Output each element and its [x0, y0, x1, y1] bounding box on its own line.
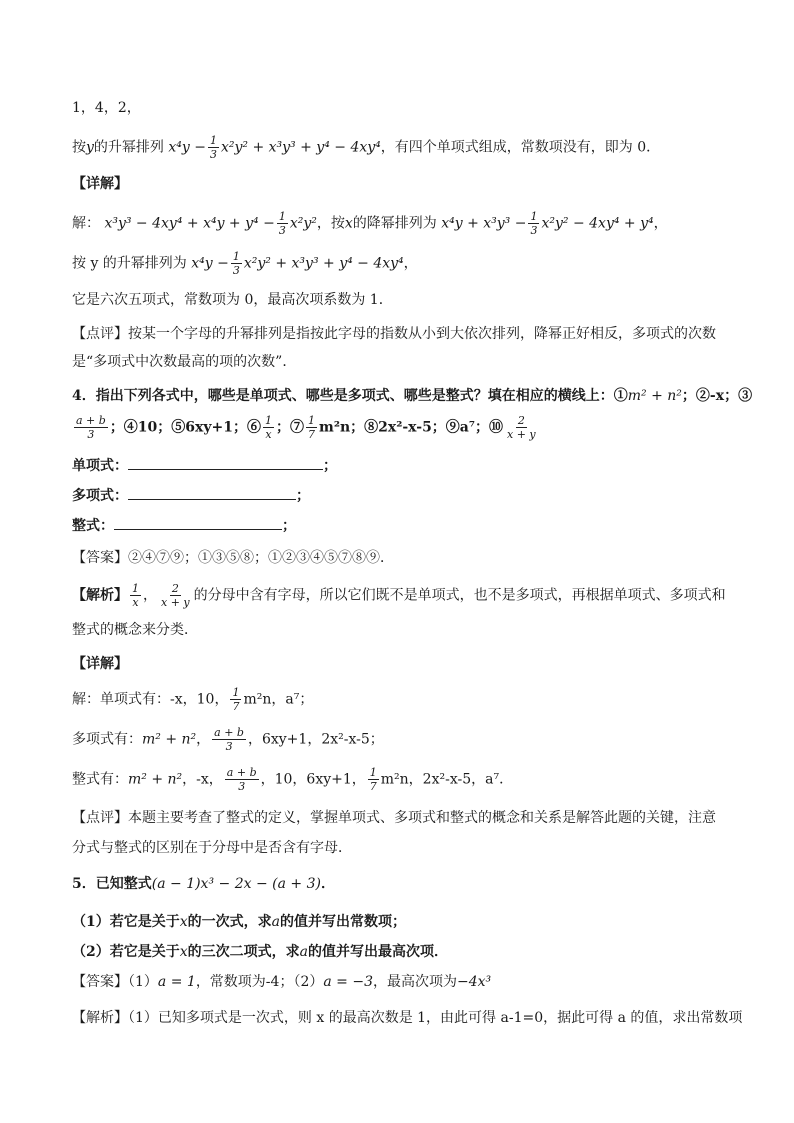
text-line: 【点评】本题主要考查了整式的定义，掌握单项式、多项式和整式的概念和关系是解答此题的关键，注意	[72, 810, 716, 826]
fraction: $\frac{2}{x + y}$	[507, 414, 536, 441]
question-5-part-1: （1）若它是关于x的一次式，求a的值并写出常数项；	[72, 914, 407, 930]
fraction: $\frac{1}{7}$	[308, 414, 315, 441]
section-heading: 【详解】	[72, 176, 128, 192]
answer-blank[interactable]	[128, 455, 323, 470]
text-line: 整式的概念来分类．	[72, 622, 198, 638]
answer-line: 【答案】（1）a = 1，常数项为-4；（2）a = −3，最高次项为−4x³	[72, 974, 492, 990]
answer-blank[interactable]	[128, 485, 296, 500]
fraction: $\frac{a + b}{3}$	[76, 414, 106, 441]
question-4: 4．指出下列各式中，哪些是单项式、哪些是多项式、哪些是整式？填在相应的横线上：①m² + n²；②-x；③	[72, 388, 753, 404]
answer-line: 【答案】②④⑦⑨；①③⑤⑧；①②③④⑤⑦⑧⑨．	[72, 550, 394, 566]
fraction: $\frac{1}{x}$	[132, 582, 139, 609]
text-line: 按 y 的升幂排列为 x⁴y − $\frac{1}{3}$ x²y² + x³y³ + y⁴ − 4xy⁴，	[72, 250, 418, 277]
question-5: 5．已知整式(a − 1)x³ − 2x − (a + 3)．	[72, 876, 335, 892]
text-line: 1，4，2，	[72, 100, 141, 116]
blank-multi: 多项式： ；	[72, 484, 732, 508]
fraction: $\frac{a + b}{3}$	[214, 726, 244, 753]
text-line: 【解析】（1）已知多项式是一次式，则 x 的最高次数是 1，由此可得 a-1=0，据此可得 a 的值，求出常数项	[72, 1010, 743, 1026]
text-line: 【点评】按某一个字母的升幂排列是指按此字母的指数从小到大依次排列，降幂正好相反，多项式的次数	[72, 326, 716, 342]
fraction: $\frac{1}{3}$	[232, 250, 240, 277]
fraction: $\frac{1}{3}$	[278, 210, 286, 237]
question-4-cont: $\frac{a + b}{3}$ ；④10；⑤6xy+1；⑥ $\frac{1}{x}$ ；⑦ $\frac{1}{7}$ m²n；⑧2x²-x-5；⑨a⁷；⑩ $\frac{2}{x + y}$	[76, 414, 536, 441]
text-line: 多项式有：m² + n²， $\frac{a + b}{3}$ ，6xy+1，2x²-x-5；	[72, 726, 384, 753]
analysis-line: 【解析】 $\frac{1}{x}$ ， $\frac{2}{x + y}$ 的分母中含有字母，所以它们既不是单项式，也不是多项式，再根据单项式、多项式和	[72, 582, 726, 609]
fraction: $\frac{a + b}{3}$	[226, 766, 257, 793]
text-line: 它是六次五项式，常数项为 0，最高次项系数为 1．	[72, 292, 393, 308]
text-line: 解：单项式有：-x，10， $\frac{1}{7}$ m²n，a⁷；	[72, 686, 314, 713]
text-line: 整式有：m² + n²，-x， $\frac{a + b}{3}$ ，10，6xy+1， $\frac{1}{7}$ m²n，2x²-x-5，a⁷．	[72, 766, 514, 793]
text-line: 是“多项式中次数最高的项的次数”．	[72, 354, 297, 370]
fraction: $\frac{1}{3}$	[209, 134, 217, 161]
math-expression: x⁴y −	[168, 139, 206, 156]
text-line: 解： x³y³ − 4xy⁴ + x⁴y + y⁴ − $\frac{1}{3}$ x²y²，按x的降幂排列为 x⁴y + x³y³ − $\frac{1}{3}$ x²y² − 4xy⁴ + y⁴，	[72, 210, 668, 237]
fraction: $\frac{2}{x + y}$	[161, 582, 190, 609]
section-heading: 【详解】	[72, 656, 128, 672]
text-line: 分式与整式的区别在于分母中是否含有字母．	[72, 840, 352, 856]
fraction: $\frac{1}{7}$	[232, 686, 240, 713]
fraction: $\frac{1}{3}$	[530, 210, 538, 237]
blank-whole: 整式： ；	[72, 514, 732, 538]
text-line: 按y的升幂排列 x⁴y − $\frac{1}{3}$ x²y² + x³y³ + y⁴ − 4xy⁴，有四个单项式组成，常数项没有，即为 0．	[72, 134, 661, 161]
fraction: $\frac{1}{x}$	[265, 414, 272, 441]
blank-single: 单项式： ；	[72, 454, 732, 478]
question-5-part-2: （2）若它是关于x的三次二项式，求a的值并写出最高次项．	[72, 944, 449, 960]
answer-blank[interactable]	[114, 515, 282, 530]
fraction: $\frac{1}{7}$	[369, 766, 377, 793]
